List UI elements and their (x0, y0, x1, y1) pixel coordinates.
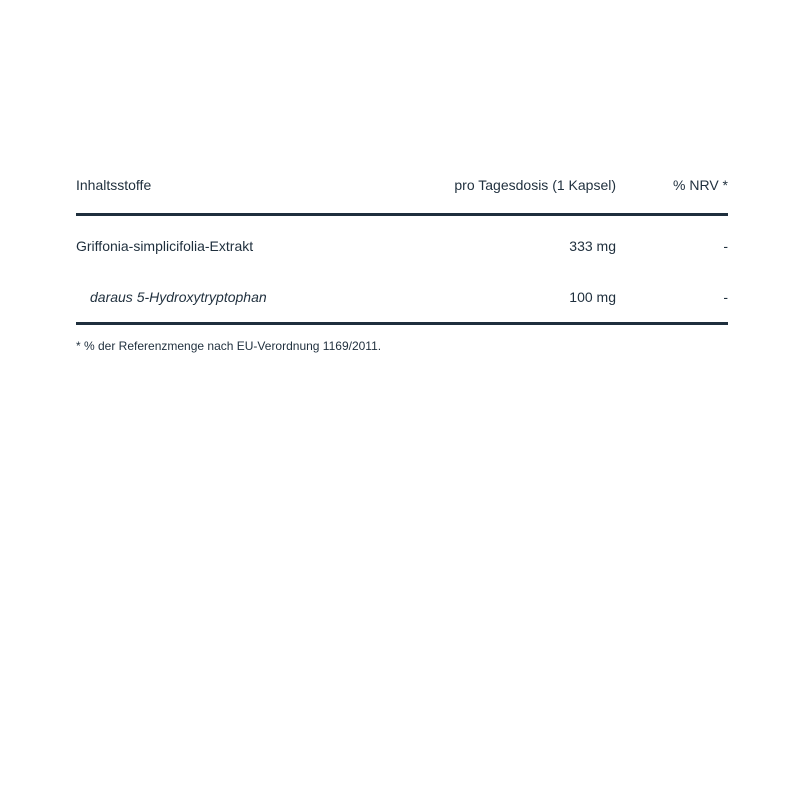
header-nrv: % NRV * (673, 176, 728, 193)
nutrition-table (76, 160, 728, 325)
header-ingredients: Inhaltsstoffe (76, 176, 152, 193)
sub-ingredient-name: daraus 5-Hydroxytryptophan (90, 288, 267, 305)
footnote: * % der Referenzmenge nach EU-Verordnung 1169/2011. (76, 339, 382, 353)
table-header-row (76, 160, 728, 216)
ingredient-nrv: - (723, 237, 728, 254)
ingredient-name: Griffonia-simplicifolia-Extrakt (76, 237, 254, 254)
table-row (76, 271, 728, 325)
sub-ingredient-nrv: - (723, 288, 728, 305)
header-daily-dose: pro Tagesdosis (1 Kapsel) (454, 176, 616, 193)
table-row (76, 220, 728, 271)
sub-ingredient-dose: 100 mg (569, 288, 616, 305)
ingredient-dose: 333 mg (569, 237, 616, 254)
